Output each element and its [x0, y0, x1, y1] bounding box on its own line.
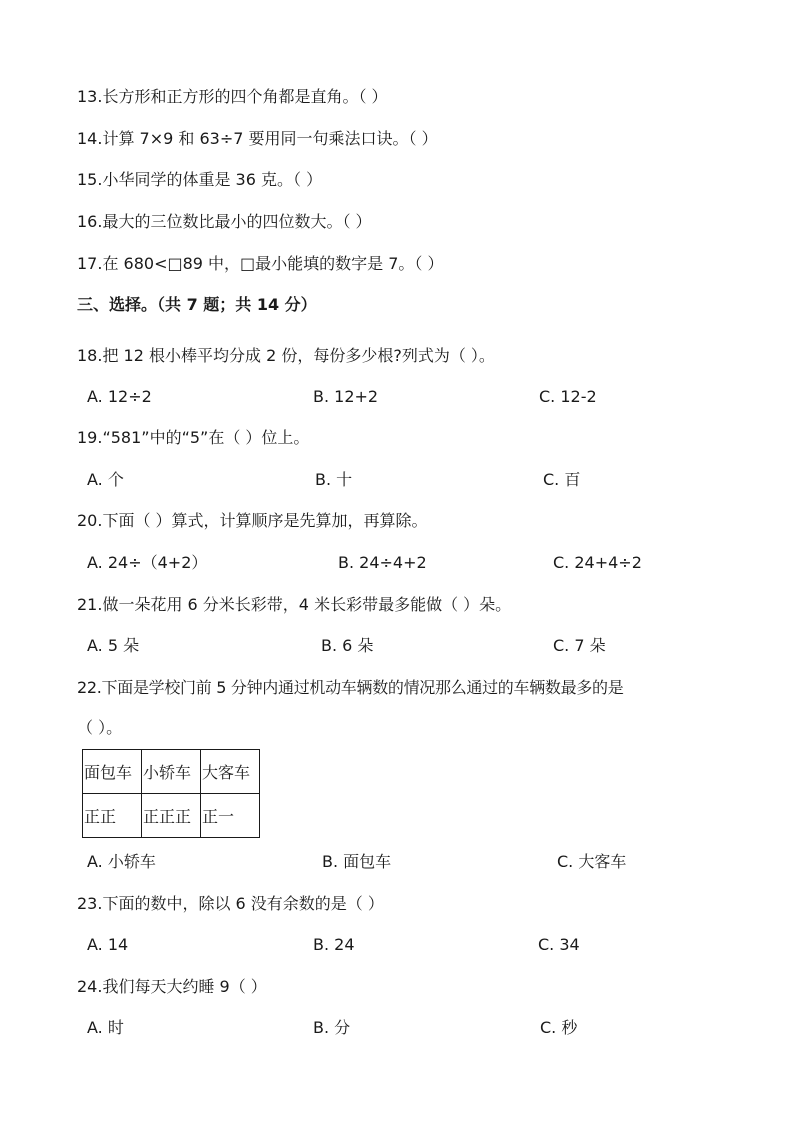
option-19-a: A. 个	[87, 470, 124, 489]
table-cell: 正正正	[142, 794, 201, 838]
question-13: 13.长方形和正方形的四个角都是直角。（ ）	[77, 87, 388, 106]
option-22-b: B. 面包车	[322, 852, 392, 871]
option-20-c: C. 24+4÷2	[553, 553, 642, 572]
table-header-row	[83, 750, 260, 794]
table-cell: 正一	[201, 794, 260, 838]
question-24: 24.我们每天大约睡 9（ ）	[77, 977, 267, 996]
option-18-c: C. 12-2	[539, 387, 597, 406]
question-16: 16.最大的三位数比最小的四位数大。（ ）	[77, 212, 372, 231]
question-20: 20.下面（ ）算式，计算顺序是先算加，再算除。	[77, 511, 428, 530]
option-23-b: B. 24	[313, 935, 355, 954]
section-title-choice: 三、选择。（共 7 题；共 14 分）	[77, 295, 317, 314]
question-14: 14.计算 7×9 和 63÷7 要用同一句乘法口诀。（ ）	[77, 129, 438, 148]
question-22: 22.下面是学校门前 5 分钟内通过机动车辆数的情况那么通过的车辆数最多的是	[77, 678, 624, 697]
table-header-cell: 大客车	[201, 750, 260, 794]
question-22-blank: （ ）。	[77, 718, 123, 737]
option-21-a: A. 5 朵	[87, 636, 140, 655]
option-24-c: C. 秒	[540, 1018, 578, 1037]
question-15: 15.小华同学的体重是 36 克。（ ）	[77, 170, 323, 189]
table-row	[83, 794, 260, 838]
option-21-c: C. 7 朵	[553, 636, 606, 655]
option-21-b: B. 6 朵	[321, 636, 374, 655]
question-23: 23.下面的数中，除以 6 没有余数的是（ ）	[77, 894, 384, 913]
option-24-b: B. 分	[313, 1018, 351, 1037]
question-21: 21.做一朵花用 6 分米长彩带，4 米长彩带最多能做（ ）朵。	[77, 595, 512, 614]
question-18: 18.把 12 根小棒平均分成 2 份，每份多少根?列式为（ ）。	[77, 346, 495, 365]
question-19: 19.“581”中的“5”在（ ）位上。	[77, 428, 310, 447]
option-18-b: B. 12+2	[313, 387, 379, 406]
option-23-a: A. 14	[87, 935, 129, 954]
question-17: 17.在 680<□89 中，□最小能填的数字是 7。（ ）	[77, 254, 444, 273]
option-19-c: C. 百	[543, 470, 581, 489]
option-20-a: A. 24÷（4+2）	[87, 553, 208, 572]
option-22-a: A. 小轿车	[87, 852, 156, 871]
option-24-a: A. 时	[87, 1018, 124, 1037]
option-18-a: A. 12÷2	[87, 387, 152, 406]
table-header-cell: 面包车	[83, 750, 142, 794]
table-cell: 正正	[83, 794, 142, 838]
vehicle-tally-table	[82, 749, 260, 838]
option-23-c: C. 34	[538, 935, 580, 954]
table-header-cell: 小轿车	[142, 750, 201, 794]
option-19-b: B. 十	[315, 470, 353, 489]
option-20-b: B. 24÷4+2	[338, 553, 427, 572]
option-22-c: C. 大客车	[557, 852, 627, 871]
